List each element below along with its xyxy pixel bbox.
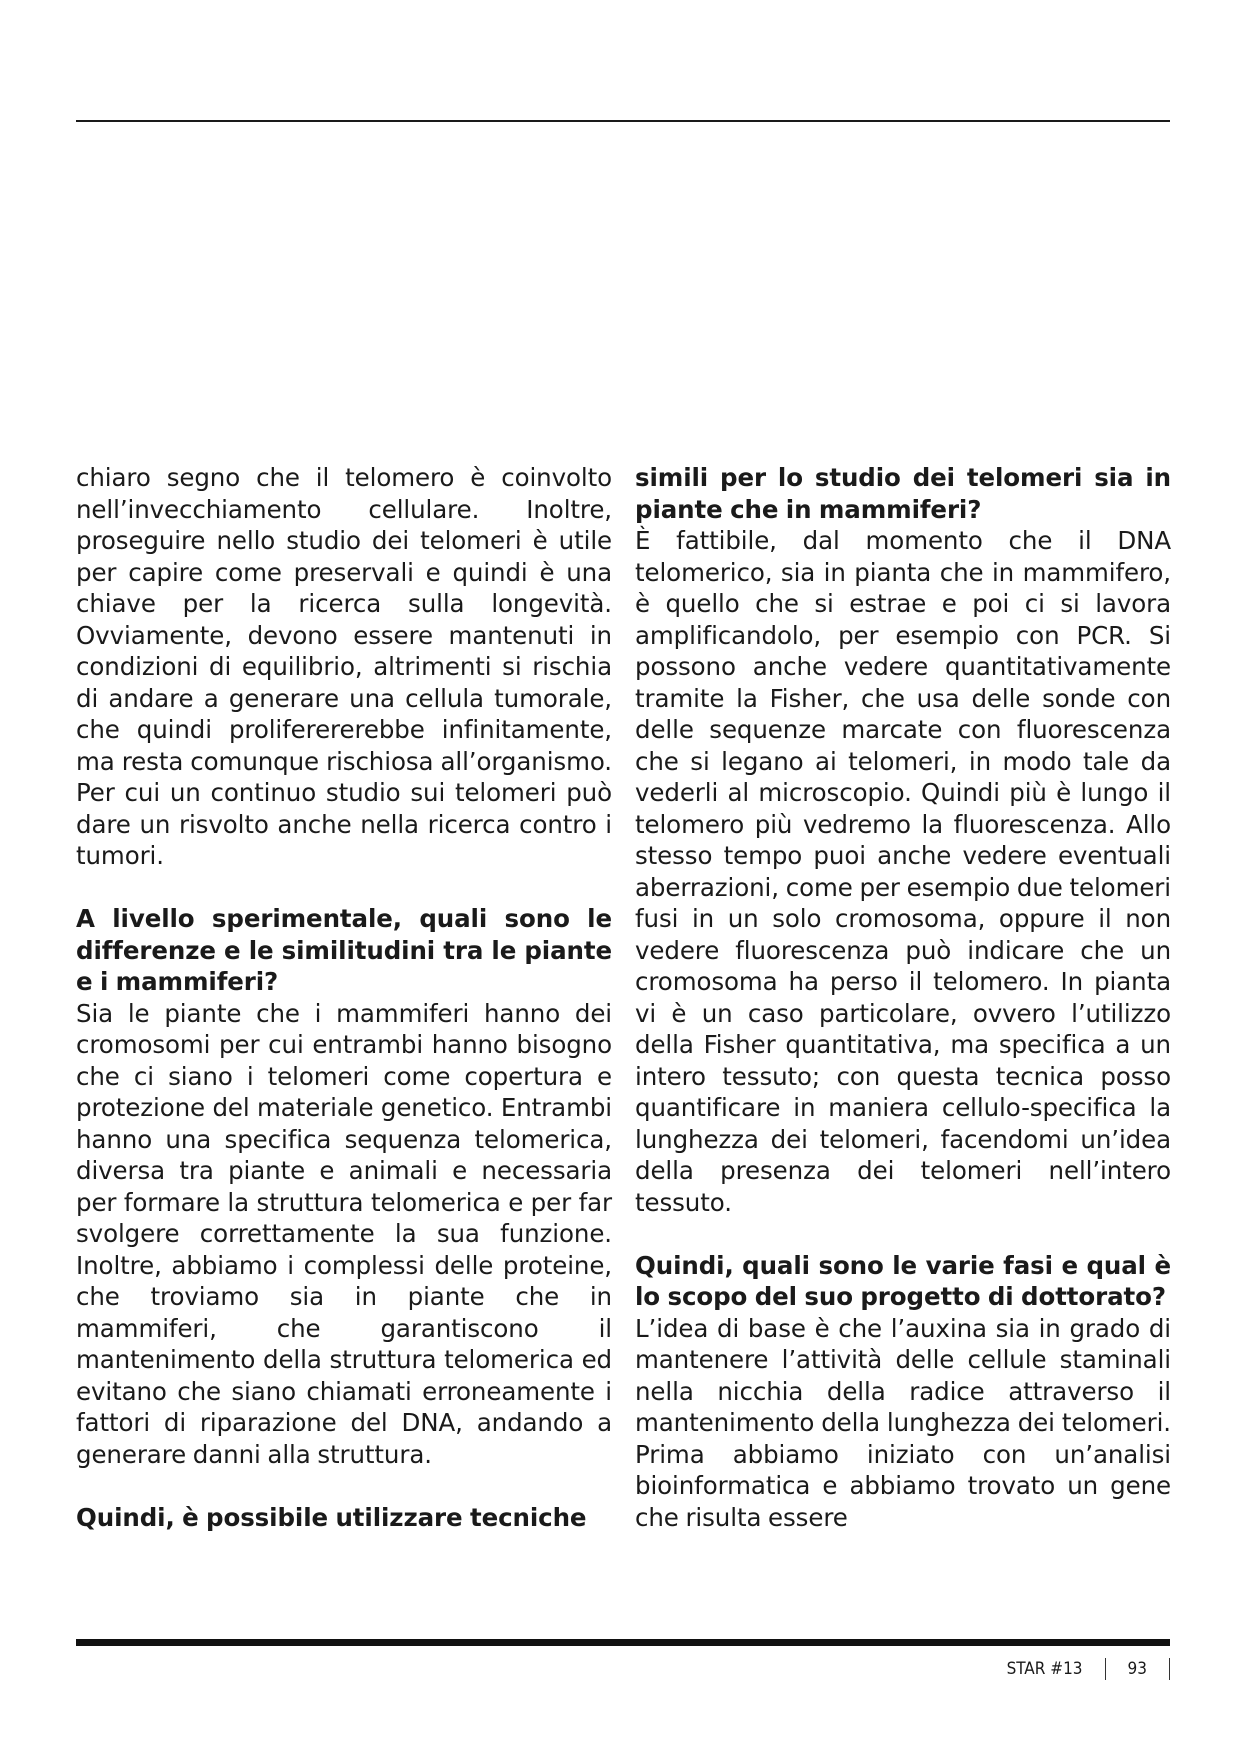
header-rule	[76, 120, 1170, 122]
publication-name: STAR #13	[1006, 1659, 1083, 1679]
answer-phd-project: L’idea di base è che l’auxina sia in grado di mantenere l’attività delle cellule staminali nella nicchia della radice attraverso il mantenimento della lunghezza dei telomeri. Prima abbiamo iniziato con un’analisi bioinformatica e abbiamo trovato un gene che risulta essere	[635, 1313, 1171, 1532]
page-number: 93	[1127, 1659, 1147, 1679]
answer-differences: Sia le piante che i mammiferi hanno dei cromosomi per cui entrambi hanno bisogno che ci siano i telomeri come copertura e protezione del materiale genetico. Entrambi hanno una specifica sequenza telomerica, diversa tra piante e animali e necessaria per formare la struttura telomerica e per far svolgere correttamente la sua funzione. Inoltre, abbiamo i complessi delle proteine, che troviamo sia in piante che in mammiferi, che garantiscono il mantenimento della struttura telomerica ed evitano che siano chiamati erroneamente i fattori di riparazione del DNA, andando a generare danni alla struttura.	[76, 998, 612, 1469]
question-techniques-end: simili per lo studio dei telomeri sia in piante che in mammiferi?	[635, 463, 1171, 524]
question-techniques-start: Quindi, è possibile utilizzare tecniche	[76, 1502, 587, 1532]
footer-separator	[1105, 1658, 1106, 1680]
page-footer	[1007, 1658, 1170, 1680]
question-differences: A livello sperimentale, quali sono le differenze e le similitudini tra le piante e i mammiferi?	[76, 904, 612, 996]
answer-techniques: È fattibile, dal momento che il DNA telomerico, sia in pianta che in mammifero, è quello che si estrae e poi ci si lavora amplificandolo, per esempio con PCR. Si possono anche vedere quantitativamente tramite la Fisher, che usa delle sonde con delle sequenze marcate con fluorescenza che si legano ai telomeri, in modo tale da vederli al microscopio. Quindi più è lungo il telomero più vedremo la fluorescenza. Allo stesso tempo puoi anche vedere eventuali aberrazioni, come per esempio due telomeri fusi in un solo cromosoma, oppure il non vedere fluorescenza può indicare che un cromosoma ha perso il telomero. In pianta vi è un caso particolare, ovvero l’utilizzo della Fisher quantitativa, ma specifica a un intero tessuto; con questa tecnica posso quantificare in maniera cellulo-specifica la lunghezza dei telomeri, facendomi un’idea della presenza dei telomeri nell’intero tessuto.	[635, 526, 1171, 1217]
right-column	[635, 462, 1171, 1533]
left-column	[76, 462, 612, 1533]
question-phd-project: Quindi, quali sono le varie fasi e qual è lo scopo del suo progetto di dottorato?	[635, 1250, 1171, 1311]
footer-separator-end	[1169, 1658, 1170, 1680]
paragraph-intro: chiaro segno che il telomero è coinvolto nell’invecchiamento cellulare. Inoltre, proseguire nello studio dei telomeri è utile per capire come preservali e quindi è una chiave per la ricerca sulla longevità. Ovviamente, devono essere mantenuti in condizioni di equilibrio, altrimenti si rischia di andare a generare una cellula tumorale, che quindi proliferererebbe infinitamente, ma resta comunque rischiosa all’organismo. Per cui un continuo studio sui telomeri può dare un risvolto anche nella ricerca contro i tumori.	[76, 463, 612, 870]
footer-rule	[76, 1639, 1170, 1646]
